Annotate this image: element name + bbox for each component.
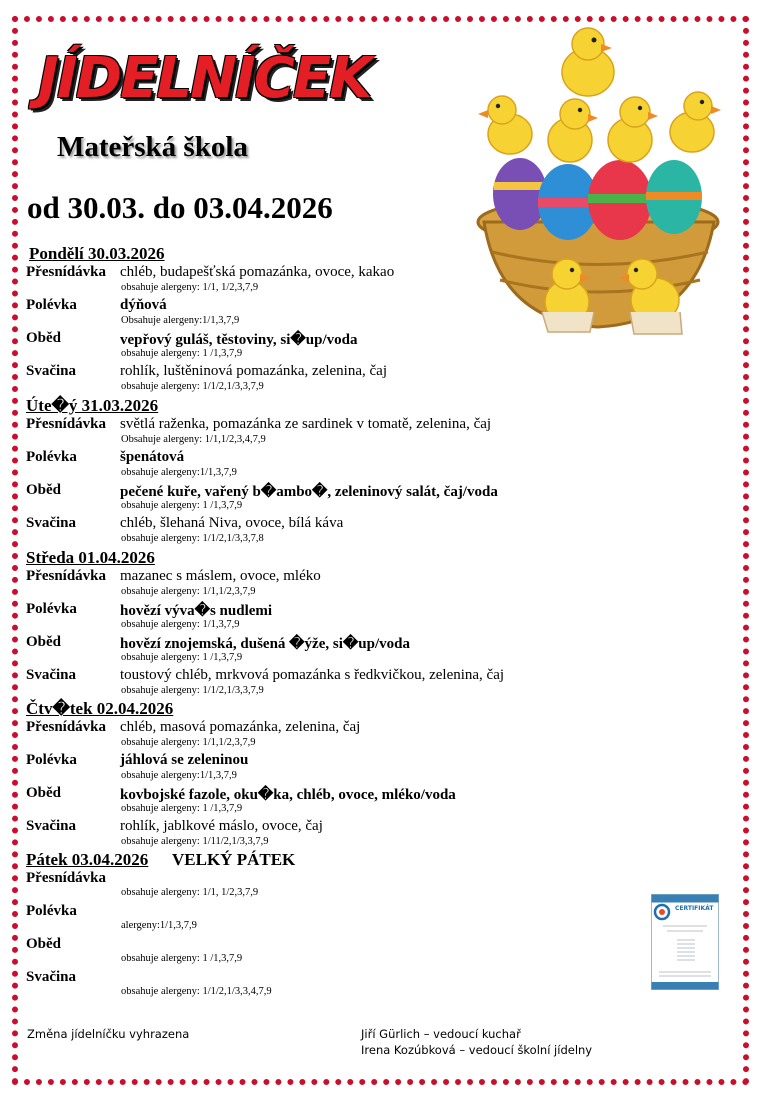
meal-label: Oběd bbox=[26, 330, 62, 346]
meal-label: Přesnídávka bbox=[26, 870, 107, 886]
meal-label: Polévka bbox=[26, 903, 77, 919]
certificate-thumbnail bbox=[651, 894, 719, 990]
allergen-note: obsahuje alergeny: 1 /1,3,7,9 bbox=[121, 500, 243, 511]
meal-label: Oběd bbox=[26, 482, 62, 498]
allergen-note: obsahuje alergeny:1/1,3,7,9 bbox=[121, 467, 237, 478]
day-heading: Pondělí 30.03.2026 bbox=[29, 244, 165, 263]
day-heading: Úte�ý 31.03.2026 bbox=[26, 396, 159, 415]
allergen-note: Obsahuje alergeny:1/1,3,7,9 bbox=[121, 315, 240, 326]
meal-label: Polévka bbox=[26, 601, 77, 617]
meal-label: Přesnídávka bbox=[26, 568, 107, 584]
allergen-note: obsahuje alergeny: 1/1/2,1/3,3,7,9 bbox=[121, 685, 264, 696]
certificate-label: CERTIFIKÁT bbox=[675, 905, 714, 912]
meal-label: Oběd bbox=[26, 634, 62, 650]
meal-label: Oběd bbox=[26, 785, 62, 801]
meal-label: Přesnídávka bbox=[26, 264, 107, 280]
allergen-note: Obsahuje alergeny: 1/1,1/2,3,4,7,9 bbox=[121, 434, 266, 445]
meal-dish: světlá raženka, pomazánka ze sardinek v tomatě, zelenina, čaj bbox=[120, 416, 492, 432]
meal-label: Polévka bbox=[26, 752, 77, 768]
allergen-note: alergeny:1/1,3,7,9 bbox=[121, 920, 197, 931]
allergen-note: obsahuje alergeny: 1/1/2,1/3,3,7,8 bbox=[121, 533, 264, 544]
allergen-note: obsahuje alergeny:1/1,3,7,9 bbox=[121, 770, 237, 781]
allergen-note: obsahuje alergeny: 1/1/2,1/3,3,7,9 bbox=[121, 381, 264, 392]
meal-dish: dýňová bbox=[120, 297, 167, 313]
day-note: VELKÝ PÁTEK bbox=[172, 850, 296, 869]
meal-dish: chléb, šlehaná Niva, ovoce, bílá káva bbox=[120, 515, 344, 531]
meal-dish: kovbojské fazole, oku�ka, chléb, ovoce, mléko/voda bbox=[120, 787, 456, 803]
meal-dish: rohlík, jablkové máslo, ovoce, čaj bbox=[120, 818, 323, 834]
allergen-note: obsahuje alergeny: 1/1/2,1/3,3,4,7,9 bbox=[121, 986, 272, 997]
meal-label: Svačina bbox=[26, 969, 77, 985]
meal-label: Polévka bbox=[26, 449, 77, 465]
meal-dish: hovězí výva�s nudlemi bbox=[120, 603, 273, 619]
meal-dish: hovězí znojemská, dušená �ýže, si�up/voda bbox=[120, 636, 410, 652]
meal-label: Svačina bbox=[26, 363, 77, 379]
day-heading: Středa 01.04.2026 bbox=[26, 548, 155, 567]
meal-dish: pečené kuře, vařený b�ambo�, zeleninový salát, čaj/voda bbox=[120, 484, 498, 500]
allergen-note: obsahuje alergeny: 1/1, 1/2,3,7,9 bbox=[121, 282, 259, 293]
meal-label: Svačina bbox=[26, 667, 77, 683]
staff-canteen-manager: Irena Kozúbková – vedoucí školní jídelny bbox=[361, 1043, 593, 1057]
allergen-note: obsahuje alergeny: 1 /1,3,7,9 bbox=[121, 953, 243, 964]
meal-label: Svačina bbox=[26, 818, 77, 834]
allergen-note: obsahuje alergeny: 1/1,3,7,9 bbox=[121, 619, 240, 630]
meal-dish: rohlík, luštěninová pomazánka, zelenina, čaj bbox=[120, 363, 387, 379]
allergen-note: obsahuje alergeny: 1 /1,3,7,9 bbox=[121, 348, 243, 359]
allergen-note: obsahuje alergeny: 1/11/2,1/3,3,7,9 bbox=[121, 836, 269, 847]
allergen-note: obsahuje alergeny: 1/1,1/2,3,7,9 bbox=[121, 737, 256, 748]
meal-dish: chléb, budapešťská pomazánka, ovoce, kakao bbox=[120, 264, 395, 280]
school-name: Mateřská škola bbox=[57, 131, 248, 163]
meal-dish: vepřový guláš, těstoviny, si�up/voda bbox=[120, 332, 358, 348]
allergen-note: obsahuje alergeny: 1/1,1/2,3,7,9 bbox=[121, 586, 256, 597]
meal-dish: toustový chléb, mrkvová pomazánka s ředkvičkou, zelenina, čaj bbox=[120, 667, 505, 683]
meal-label: Svačina bbox=[26, 515, 77, 531]
meal-label: Polévka bbox=[26, 297, 77, 313]
staff-chef: Jiří Gürlich – vedoucí kuchař bbox=[361, 1027, 521, 1041]
meal-label: Přesnídávka bbox=[26, 719, 107, 735]
allergen-note: obsahuje alergeny: 1/1, 1/2,3,7,9 bbox=[121, 887, 259, 898]
easter-basket-chicks-illustration bbox=[470, 22, 732, 342]
day-heading: Čtv�tek 02.04.2026 bbox=[26, 699, 174, 718]
day-heading: Pátek 03.04.2026 bbox=[26, 850, 149, 869]
change-disclaimer: Změna jídelníčku vyhrazena bbox=[27, 1027, 190, 1041]
allergen-note: obsahuje alergeny: 1 /1,3,7,9 bbox=[121, 652, 243, 663]
meal-dish: jáhlová se zeleninou bbox=[120, 752, 249, 768]
date-range: od 30.03. do 03.04.2026 bbox=[27, 190, 333, 225]
meal-label: Oběd bbox=[26, 936, 62, 952]
allergen-note: obsahuje alergeny: 1 /1,3,7,9 bbox=[121, 803, 243, 814]
meal-dish: chléb, masová pomazánka, zelenina, čaj bbox=[120, 719, 361, 735]
menu-title: JÍDELNÍČEK bbox=[38, 46, 371, 111]
meal-dish: špenátová bbox=[120, 449, 185, 465]
meal-label: Přesnídávka bbox=[26, 416, 107, 432]
meal-dish: mazanec s máslem, ovoce, mléko bbox=[120, 568, 321, 584]
